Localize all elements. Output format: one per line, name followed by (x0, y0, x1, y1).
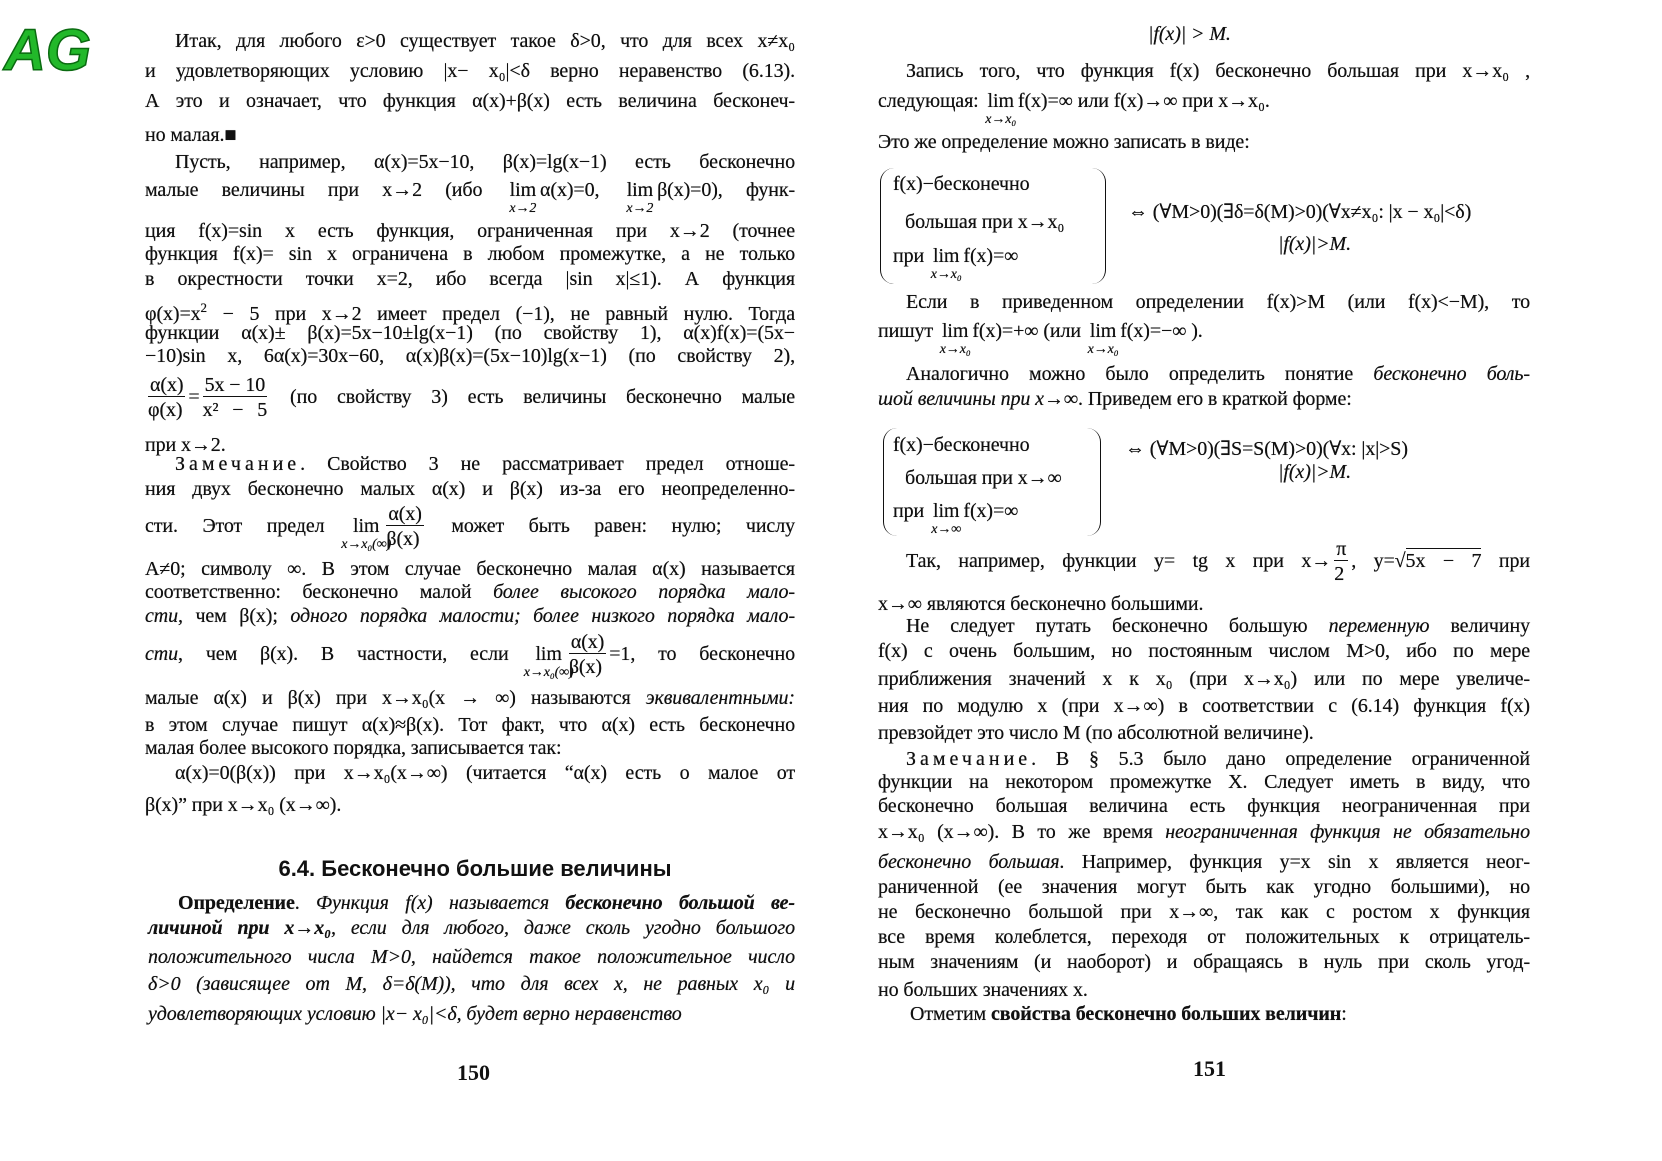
bracket-line: f(x)−бесконечно (893, 173, 1030, 195)
fraction-denominator: 2 (1334, 563, 1345, 585)
fraction (202, 374, 268, 421)
fraction-denominator: β(x) (568, 656, 602, 678)
spaced-text: Замечание (906, 748, 1032, 770)
text-line: раниченной (ее значения могут быть как угодно большими), но (878, 876, 1530, 898)
fraction-denominator: x² − 5 (202, 399, 268, 421)
formula-line: ⇔ (∀M>0)(∃S=S(M)>0)(∀x: |x|>S) (1125, 438, 1408, 460)
section-heading: 6.4. Бесконечно большие величины (278, 856, 672, 881)
text-line: ция f(x)=sin x есть функция, ограниченная при x→2 (точнее (145, 220, 795, 242)
text-line: Так, например, функции y= tg x при x→ $\frac{\pi}{2}$ , y=√5x − 7 при (906, 538, 1530, 585)
text-line: Запись того, что функция f(x) бесконечно большая при x→x₀ , (906, 60, 1530, 82)
formula-line (1278, 233, 1351, 255)
logo-lettering: AG (4, 18, 91, 83)
italic-text: |f(x)|>M. (1278, 461, 1352, 483)
limit-expression: lim x→x₀(∞) (353, 515, 379, 537)
text-line: сти, чем β(x); одного порядка малости; более низкого порядка мало- (145, 605, 796, 627)
bold-italic-text: бесконечно большой ве- (565, 892, 795, 914)
text-line: f(x) с очень большим, но постоянным числом M>0, ибо по мере (878, 640, 1530, 662)
italic-text: Функция f(x) называется (316, 892, 566, 914)
text-line: все время колеблется, переходя от положительных к отрицатель- (878, 926, 1530, 948)
text-line: функция f(x)= sin x ограничена в любом промежутке, а не только (145, 243, 795, 265)
formula-line (1148, 23, 1231, 45)
formula-line (1278, 461, 1351, 483)
italic-text: положительного числа M>0, найдется такое положительное число (148, 946, 795, 968)
text-line: Если в приведенном определении f(x)>M (или f(x)<−M), то (906, 291, 1530, 313)
fraction-numerator: α(x) (150, 374, 184, 396)
text-line: x→∞ являются бесконечно большими. (878, 593, 1204, 615)
text-line: функции на некотором промежутке X. Следует иметь в виду, что (878, 771, 1530, 793)
limit-subscript: x→x₀ (1087, 342, 1119, 357)
text-line: ным значениям (и наоборот) и обращаясь в нуль при сколь угод- (878, 951, 1530, 973)
text-line: ния двух бесконечно малых α(x) и β(x) из-за его неопределенно- (145, 478, 795, 500)
italic-text: бесконечно большая (878, 851, 1060, 873)
fraction-denominator: β(x) (386, 528, 420, 550)
bold-italic-text: личиной при x→x₀ (148, 917, 331, 939)
text-line: функции α(x)± β(x)=5x−10±lg(x−1) (по свойству 1), α(x)f(x)=(5x− (145, 322, 795, 344)
publisher-logo (2, 2, 91, 83)
bracket-line: большая при x→x₀ (905, 211, 1065, 233)
limit-expression: lim x→x₀(∞) (535, 643, 561, 665)
bracket-line: большая при x→∞ (905, 467, 1062, 489)
text-line: А это и означает, что функция α(x)+β(x) есть величина бесконеч- (145, 90, 795, 112)
bold-text: свойства бесконечно больших величин (991, 1003, 1342, 1025)
text-line (148, 1003, 682, 1025)
limit-subscript: x→2 (509, 201, 537, 216)
text-line: бесконечно большая. Например, функция y=x sin x является неог- (878, 851, 1530, 873)
superscript: 2 (200, 300, 207, 315)
italic-text: |f(x)|>M. (1278, 233, 1352, 255)
fraction-numerator: α(x) (388, 503, 422, 525)
text-line: превзойдет это число M (по абсолютной величине). (878, 722, 1314, 744)
italic-text: сти, (145, 605, 183, 627)
limit-expression: lim x→x₀ (933, 245, 959, 267)
italic-text: переменную (1328, 615, 1430, 637)
text-line: −10)sin x, 6α(x)=30x−60, α(x)β(x)=(5x−10)lg(x−1) (по свойству 2), (145, 345, 795, 367)
limit-subscript: x→x₀ (930, 267, 962, 282)
text-line: сти. Этот предел lim x→x₀(∞) $\frac{\alpha(x)}{\beta(x)}$ может быть равен: нулю; числу (145, 515, 795, 537)
italic-text: шой величины при x→∞ (878, 388, 1079, 410)
fraction (1334, 538, 1348, 585)
text-line: Это же определение можно записать в виде: (878, 131, 1250, 153)
italic-text: более высокого порядка мало- (493, 581, 795, 603)
text-line: но малая.■ (145, 124, 237, 146)
italic-text: одного порядка малости; более низкого порядка мало- (290, 605, 796, 627)
limit-subscript: x→∞ (931, 522, 962, 537)
text-line: $\varphi(x)=x^2 - 5$ при x→2 имеет предел (−1), не равный нулю. Тогда (145, 300, 795, 325)
text-line: малые α(x) и β(x) при x→x₀(x → ∞) называются эквивалентными: (145, 687, 795, 709)
limit-subscript: x→x₀(∞) (523, 665, 574, 680)
text-line (148, 917, 795, 939)
text-line (148, 973, 795, 995)
text-line: пишут lim x→x₀ f(x)=+∞ (или lim x→x₀ f(x)=−∞ ). (878, 320, 1203, 342)
fraction-numerator: 5x − 10 (204, 374, 266, 396)
text-line: следующая: lim x→x₀ f(x)=∞ или f(x)→∞ при x→x₀. (878, 90, 1270, 112)
italic-text: бесконечно боль- (1373, 363, 1530, 385)
formula-line: ⇔ (∀M>0)(∃δ=δ(M)>0)(∀x≠x₀: |x − x₀|<δ) (1128, 201, 1472, 223)
text-line: приближения значений x к x₀ (при x→x₀) или по мере увеличе- (878, 668, 1530, 690)
text-line: A≠0; символу ∞. В этом случае бесконечно малая α(x) называется (145, 558, 795, 580)
limit-expression: lim x→∞ (933, 500, 959, 522)
limit-expression: lim x→x₀ (1090, 320, 1116, 342)
page-number: 150 (457, 1060, 490, 1085)
text-line: малые величины при x→2 (ибо lim x→2 α(x)=0, lim x→2 β(x)=0), функ- (145, 179, 795, 201)
text-line: в этом случае пишут α(x)≈β(x). Тот факт, что α(x) есть бесконечно (145, 714, 795, 736)
text-line: при x→2. (145, 434, 226, 456)
page-number: 151 (1193, 1056, 1226, 1081)
text-line: в окрестности точки x=2, ибо всегда |sin x|≤1). А функция (145, 268, 795, 290)
text-line: Определение. Функция f(x) называется бесконечно большой ве- (178, 892, 795, 914)
text-line: малая более высокого порядка, записывается так: (145, 737, 562, 759)
bracket-line: при lim x→x₀ f(x)=∞ (893, 245, 1018, 267)
fraction-denominator: φ(x) (148, 399, 183, 421)
text-line: Пусть, например, α(x)=5x−10, β(x)=lg(x−1) есть бесконечно (175, 151, 795, 173)
limit-expression: lim x→2 (510, 179, 536, 201)
text-line: $\frac{\alpha(x)}{\varphi(x)}$ = $\frac{5x - 10}{\text{x² − 5}}$ (по свойству 3) есть величины бесконечно малые (148, 374, 795, 421)
text-line: Итак, для любого ε>0 существует такое δ>0, что для всех x≠x₀ (175, 30, 795, 52)
spaced-text: Замечание (175, 453, 301, 475)
italic-text: сти (145, 643, 179, 665)
bracket-line: при lim x→∞ f(x)=∞ (893, 500, 1018, 522)
limit-subscript: x→2 (626, 201, 654, 216)
bold-text: Определение (178, 892, 295, 914)
italic-text: δ>0 (зависящее от M, δ=δ(M)), что для всех x, не равных x₀ и (148, 973, 795, 995)
italic-text: эквивалентными: (645, 687, 795, 709)
limit-expression: lim x→2 (627, 179, 653, 201)
text-line: Не следует путать бесконечно большую переменную величину (906, 615, 1530, 637)
text-line: Замечание. В § 5.3 было дано определение ограниченной (906, 748, 1530, 770)
italic-text: неограниченная функция не обязательно (1165, 821, 1531, 843)
text-line: α(x)=0(β(x)) при x→x₀(x→∞) (читается “α(x) есть о малое от (175, 762, 795, 784)
text-line: x→x₀ (x→∞). В то же время неограниченная функция не обязательно (878, 821, 1531, 843)
radicand: 5x − 7 (1405, 550, 1482, 572)
limit-subscript: x→x₀(∞) (341, 537, 392, 552)
text-line: Аналогично можно было определить понятие бесконечно боль- (906, 363, 1530, 385)
text-line: сти, чем β(x). В частности, если lim x→x₀(∞) $\frac{\alpha(x)}{\beta(x)}$ =1, то бесконечно (145, 643, 795, 665)
limit-expression: lim x→x₀ (988, 90, 1014, 112)
text-line: ния по модулю x (при x→∞) в соответствии с (6.14) функция f(x) (878, 695, 1530, 717)
italic-text: |f(x)| > M. (1148, 23, 1231, 45)
text-line: соответственно: бесконечно малой более высокого порядка мало- (145, 581, 795, 603)
text-line: β(x)” при x→x₀ (x→∞). (145, 794, 342, 816)
italic-text: , если для любого, даже сколь угодно большого (330, 917, 796, 939)
text-line: и удовлетворяющих условию |x− x₀|<δ верно неравенство (6.13). (145, 60, 795, 82)
text-line: Отметим свойства бесконечно больших величин: (910, 1003, 1347, 1025)
text-line: бесконечно большая величина есть функция неограниченная при (878, 795, 1530, 817)
limit-expression: lim x→x₀ (942, 320, 968, 342)
fraction-numerator: α(x) (570, 631, 605, 653)
text-line: не бесконечно большой при x→∞, так как с ростом x функция (878, 901, 1530, 923)
text-line: шой величины при x→∞. Приведем его в краткой форме: (878, 388, 1352, 410)
limit-subscript: x→x₀ (939, 342, 971, 357)
text-line: Замечание. Свойство 3 не рассматривает предел отноше- (175, 453, 795, 475)
italic-text: удовлетворяющих условию |x− x₀|<δ, будет верно неравенство (148, 1003, 682, 1025)
bracket-line: f(x)−бесконечно (893, 434, 1030, 456)
text-line: но больших значениях x. (878, 979, 1088, 1001)
fraction-numerator: π (1336, 538, 1347, 560)
text-line (148, 946, 795, 968)
limit-subscript: x→x₀ (985, 112, 1017, 127)
